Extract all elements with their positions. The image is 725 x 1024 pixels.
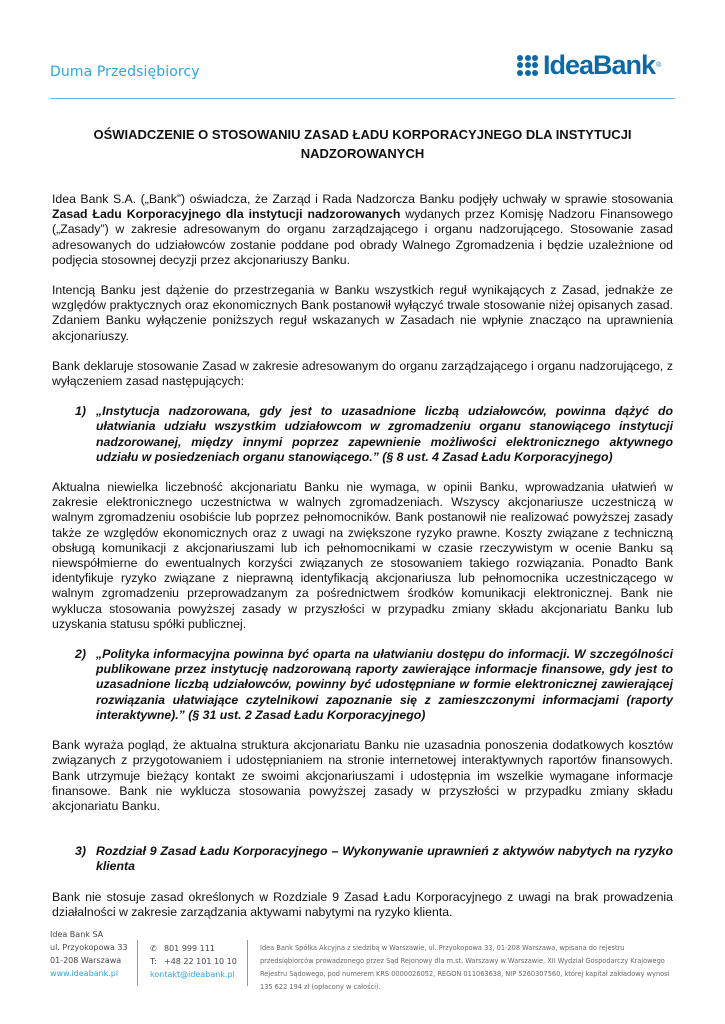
footer-company-name: Idea Bank SA — [50, 930, 104, 939]
document-title: OŚWIADCZENIE O STOSOWANIU ZASAD ŁADU KORPORACYJNEGO DLA INSTYTUCJI NADZOROWANYCH — [93, 127, 632, 161]
header-divider — [50, 98, 675, 99]
list-item-quote: „Instytucja nadzorowana, gdy jest to uzasadnione liczbą udziałowców, powinna dążyć do ułatwiania udziału wszystkim udziałowcom w zgromadzeniu organu stanowiącego instytucji nadzorowanej, między innymi poprzez zapewnienie możliwości elektronicznego aktywnego udziału w posiedzeniach organu stanowiącego.” (§ 8 ust. 4 Zasad Ładu Korporacyjnego) — [96, 404, 673, 464]
footer-street: ul. Przyokopowa 33 — [50, 943, 128, 952]
document-body — [52, 192, 673, 920]
footer-phone-1: 801 999 111 — [164, 944, 215, 953]
list-item — [52, 844, 673, 874]
list-item-explanation: Aktualna niewielka liczebność akcjonariatu Banku nie wymaga, w opinii Banku, wprowadzania ułatwień w zakresie elektronicznego uczestnictwa w walnych zgromadzeniach. Wszyscy akcjonariusze uczestniczą w walnym zgromadzeniu osobiście lub poprzez pełnomocników. Bank postanowił nie realizować powyższej zasady także ze względów ekonomicznych oraz z uwagi na zwiększone ryzyko prawne. Koszty związane z techniczną obsługą komunikacji z akcjonariuszami lub ich pełnomocnikami w czasie rzeczywistym w ocenie Banku są niewspółmierne do ewentualnych korzyści związanych ze stosowaniem takiego rozwiązania. Ponadto Bank identyfikuje ryzyko związane z nieprawną identyfikacją akcjonariusza lub pełnomocnika uczestniczącego w walnym zgromadzeniu przeprowadzanym za pośrednictwem środków komunikacji elektronicznej. Bank nie wyklucza stosowania powyższej zasady w przyszłości w przypadku zmiany składu akcjonariatu Banku lub uzyskania statusu spółki publicznej. — [52, 480, 673, 631]
logo-dots-icon — [517, 55, 539, 77]
logo-registered-mark: ® — [656, 62, 662, 69]
list-item — [52, 404, 673, 465]
footer-website-link[interactable]: www.ideabank.pl — [50, 969, 119, 978]
declaration-paragraph: Bank deklaruje stosowanie Zasad w zakresie adresowanym do organu zarządzającego i organu nadzorującego, z wyłączeniem zasad następujących: — [52, 358, 673, 389]
list-item-explanation: Bank nie stosuje zasad określonych w Rozdziale 9 Zasad Ładu Korporacyjnego z uwagi na brak prowadzenia działalności w zakresie zarządzania aktywami nabytymi na ryzyko klienta. — [52, 889, 673, 919]
footer-phone-2: +48 22 101 10 10 — [164, 957, 237, 966]
list-item-number: 3) — [75, 844, 86, 859]
intro-paragraph: Idea Bank S.A. („Bank”) oświadcza, że Zarząd i Rada Nadzorcza Banku podjęły uchwały w sprawie stosowania Zasad Ładu Korporacyjnego dla instytucji nadzorowanych wydanych przez Komisję Nadzoru Finansowego („Zasady”) w zakresie adresowanym do organu zarządzającego i organu nadzorującego. Stosowanie zasad adresowanych do udziałowców zostanie poddane pod obrady Walnego Zgromadzenia i będzie uzależnione od podjęcia stosownej decyzji przez akcjonariuszy Banku. — [52, 192, 673, 267]
footer-separator — [247, 940, 248, 986]
footer-email-link[interactable]: kontakt@ideabank.pl — [150, 970, 235, 979]
footer-city: 01-208 Warszawa — [50, 956, 122, 965]
footer-address — [50, 928, 128, 980]
header-tagline: Duma Przedsiębiorcy — [50, 64, 200, 80]
footer-legal-text: Idea Bank Spółka Akcyjna z siedzibą w Warszawie, ul. Przyokopowa 33, 01-208 Warszawa, wpisana do rejestru przedsiębiorców prowadzonego przez Sąd Rejonowy dla m.st. Warszawy w Warszawie, XII Wydział Gospodarczy Krajowego Rejestru Sądowego, pod numerem KRS 0000026052, REGON 011063638, NIP 5260307560, której kapitał zakładowy wynosi 135 622 194 zł (opłacony w całości). — [260, 944, 670, 991]
list-item-quote: Rozdział 9 Zasad Ładu Korporacyjnego – Wykonywanie uprawnień z aktywów nabytych na ryzyko klienta — [96, 844, 673, 874]
intention-paragraph: Intencją Banku jest dążenie do przestrzegania w Banku wszystkich reguł wynikających z Zasad, jednakże ze względów praktycznych oraz ekonomicznych Bank postanowił wyłączyć trwale stosowanie niżej opisanych zasad. Zdaniem Banku wyłączenie poniższych reguł wskazanych w Zasadach nie wpłynie znacząco na uprawnienia akcjonariuszy. — [52, 283, 673, 343]
footer-phone-label: T: — [150, 957, 157, 966]
footer-contact — [150, 942, 237, 981]
list-item-explanation: Bank wyraża pogląd, że aktualna struktura akcjonariatu Banku nie uzasadnia ponoszenia dodatkowych kosztów związanych z przygotowaniem i udostępnianiem na stronie internetowej interaktywnych raportów finansowych. Bank utrzymuje bieżący kontakt ze swoimi akcjonariuszami i udostępnia im wszelkie wymagane informacje finansowe. Bank nie wyklucza stosowania powyższej zasady w przyszłości w przypadku zmiany składu akcjonariatu Banku. — [52, 738, 673, 813]
list-item-number: 2) — [75, 647, 86, 662]
phone-icon: ✆ — [150, 944, 157, 953]
list-item-quote: „Polityka informacyjna powinna być oparta na ułatwianiu dostępu do informacji. W szczególności publikowane przez instytucję nadzorowaną raporty zawierające informacje finansowe, gdy jest to uzasadnione liczbą udziałowców, powinny być udostępniane w formie elektronicznej zawierającej rozwiązania ułatwiające czytelnikowi zapoznanie się z zamieszczonymi informacjami (raporty interaktywne).” (§ 31 ust. 2 Zasad Ładu Korporacyjnego) — [96, 647, 673, 722]
footer-separator — [137, 940, 138, 986]
list-item — [52, 647, 673, 723]
idea-bank-logo — [517, 52, 661, 79]
logo-wordmark: IdeaBank — [543, 50, 656, 80]
list-item-number: 1) — [75, 404, 86, 419]
